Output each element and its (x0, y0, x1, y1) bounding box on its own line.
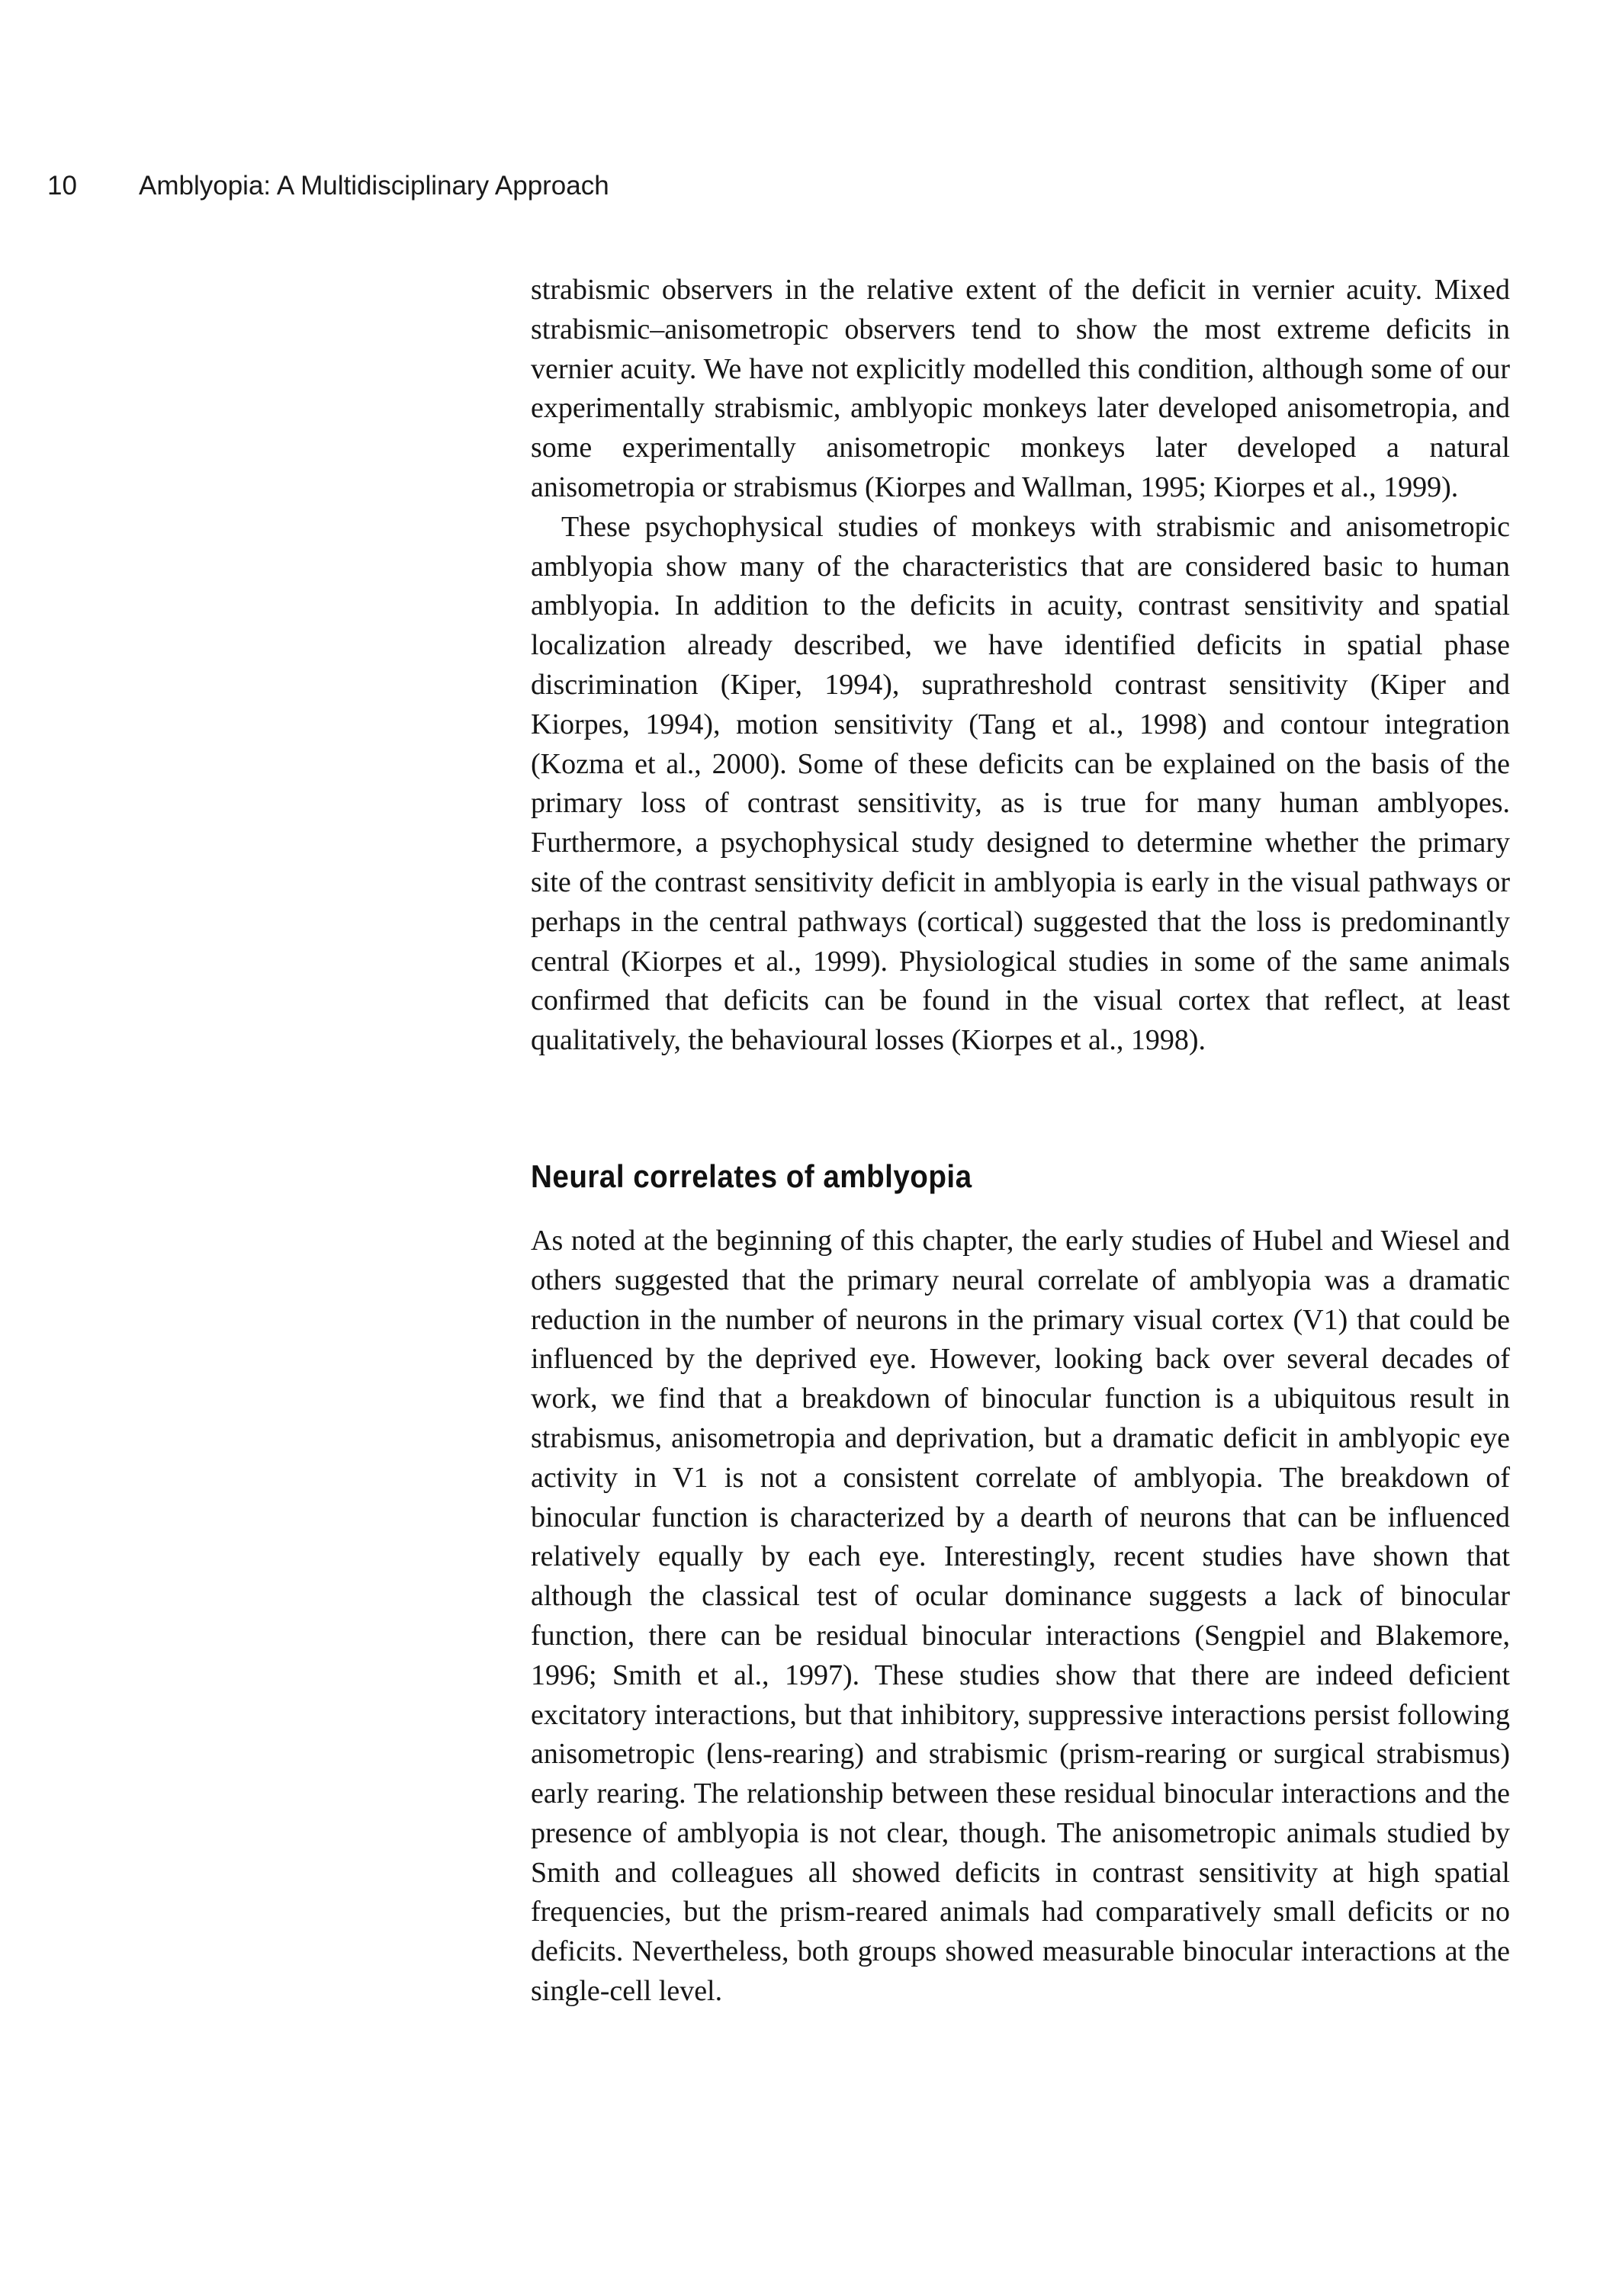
page-number: 10 (47, 171, 77, 201)
paragraph-vernier-acuity: strabismic observers in the relative extent of the deficit in vernier acuity. Mixed strabismic–anisometropic observers tend to show the most extreme deficits in vernier acuity. We have not explicitly modelled this condition, although some of our experimentally strabismic, amblyopic monkeys later developed anisometropia, and some experimentally anisometropic monkeys later developed a natural anisometropia or strabismus (Kiorpes and Wallman, 1995; Kiorpes et al., 1999). (531, 274, 1510, 503)
paragraph-psychophysical-studies: These psychophysical studies of monkeys with strabismic and anisometropic amblyopia show many of the characteristics that are considered basic to human amblyopia. In addition to the deficits in acuity, contrast sensitivity and spatial localization already described, we have identified deficits in spatial phase discrimination (Kiper, 1994), suprathreshold contrast sensitivity (Kiper and Kiorpes, 1994), motion sensitivity (Tang et al., 1998) and contour integration (Kozma et al., 2000). Some of these deficits can be explained on the basis of the primary loss of contrast sensitivity, as is true for many human amblyopes. Furthermore, a psychophysical study designed to determine whether the primary site of the contrast sensitivity deficit in amblyopia is early in the visual pathways or perhaps in the central pathways (cortical) suggested that the loss is predominantly central (Kiorpes et al., 1999). Physiological studies in some of the same animals confirmed that deficits can be found in the visual cortex that reflect, at least qualitatively, the behavioural losses (Kiorpes et al., 1998). (531, 510, 1510, 1057)
running-title: Amblyopia: A Multidisciplinary Approach (139, 171, 609, 201)
body-column (531, 271, 1510, 2012)
section-heading-neural-correlates: Neural correlates of amblyopia (531, 1158, 972, 1194)
paragraph-neural-correlates: As noted at the beginning of this chapter, the early studies of Hubel and Wiesel and others suggested that the primary neural correlate of amblyopia was a dramatic reduction in the number of neurons in the primary visual cortex (V1) that could be influenced by the deprived eye. However, looking back over several decades of work, we find that a breakdown of binocular function is a ubiquitous result in strabismus, anisometropia and deprivation, but a dramatic deficit in amblyopic eye activity in V1 is not a consistent correlate of amblyopia. The breakdown of binocular function is characterized by a dearth of neurons that can be influenced relatively equally by each eye. Interestingly, recent studies have shown that although the classical test of ocular dominance suggests a lack of binocular function, there can be residual binocular interactions (Sengpiel and Blakemore, 1996; Smith et al., 1997). These studies show that there are indeed deficient excitatory interactions, but that inhibitory, suppressive interactions persist following anisometropic (lens-rearing) and strabismic (prism-rearing or surgical strabismus) early rearing. The relationship between these residual binocular interactions and the presence of amblyopia is not clear, though. The anisometropic animals studied by Smith and colleagues all showed deficits in contrast sensitivity at high spatial frequencies, but the prism-reared animals had comparatively small deficits or no deficits. Nevertheless, both groups showed measurable binocular interactions at the single-cell level. (531, 1224, 1510, 2008)
running-header (47, 171, 609, 201)
